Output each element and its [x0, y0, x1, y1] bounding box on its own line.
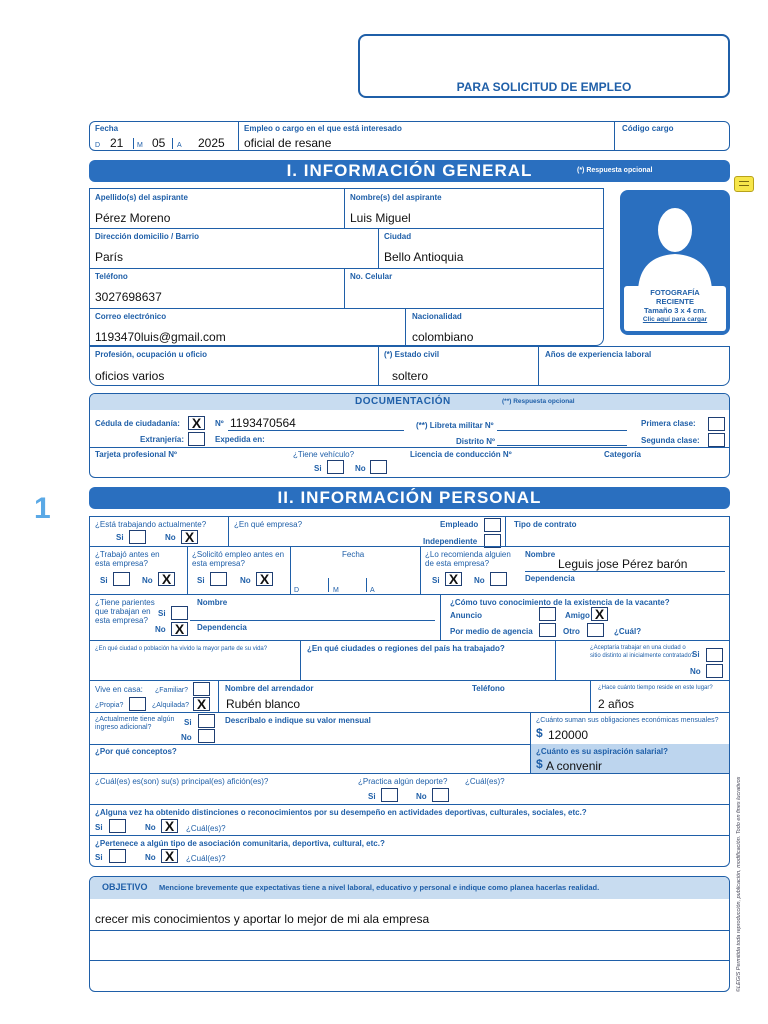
empleo-label: Empleo o cargo en el que está interesado [244, 124, 402, 133]
describalo-label: Descríbalo e indique su valor mensual [225, 716, 371, 725]
telefono-field[interactable]: 3027698637 [95, 290, 162, 304]
trabajo-antes-si-checkbox[interactable] [113, 572, 130, 586]
vehiculo-si-checkbox[interactable] [327, 460, 344, 474]
nacionalidad-label: Nacionalidad [412, 312, 462, 321]
photo-label-3: Tamaño 3 x 4 cm. [644, 306, 706, 315]
aceptaria-label-1: ¿Aceptaría trabajar en una ciudad o [590, 645, 686, 651]
ciudades-trabajado-label: ¿En qué ciudades o regiones del país ha trabajado? [307, 644, 505, 653]
extranjeria-checkbox[interactable] [188, 432, 205, 446]
solicito-m-label: M [333, 587, 339, 594]
parientes-no-label: No [155, 625, 166, 634]
estado-civil-field[interactable]: soltero [392, 369, 429, 383]
cedula-field[interactable]: 1193470564 [230, 416, 296, 430]
recomienda-nombre-field[interactable]: Leguis jose Pérez barón [558, 557, 688, 571]
nombres-field[interactable]: Luis Miguel [350, 211, 411, 225]
photo-upload[interactable] [620, 190, 730, 335]
asociacion-si-checkbox[interactable] [109, 849, 126, 863]
photo-label-2: RECIENTE [656, 297, 694, 306]
arrendador-telefono-label: Teléfono [472, 684, 505, 693]
primera-clase-label: Primera clase: [641, 419, 696, 428]
empresa-label: ¿En qué empresa? [234, 520, 303, 529]
profesion-field[interactable]: oficios varios [95, 369, 165, 383]
propia-checkbox[interactable] [129, 697, 146, 711]
distrito-label: Distrito Nº [456, 437, 495, 446]
anuncio-label: Anuncio [450, 611, 482, 620]
page-number: 1 [34, 492, 51, 525]
solicito-a-label: A [370, 587, 375, 594]
vehiculo-no-label: No [355, 464, 366, 473]
agencia-checkbox[interactable] [539, 623, 556, 637]
recomienda-nombre-label: Nombre [525, 550, 556, 559]
parientes-label-1: ¿Tiene parientes [95, 598, 155, 607]
familiar-label: ¿Familiar? [155, 687, 189, 694]
trabajando-no-label: No [165, 533, 176, 542]
obligaciones-field[interactable]: 120000 [548, 728, 589, 742]
trabajo-antes-no-label: No [142, 576, 153, 585]
propia-label: ¿Propia? [95, 702, 124, 709]
solicito-d-label: D [294, 587, 300, 594]
correo-label: Correo electrónico [95, 312, 167, 321]
ingreso-si-checkbox[interactable] [198, 714, 215, 728]
tarjeta-label: Tarjeta profesional Nº [95, 450, 177, 459]
experiencia-label: Años de experiencia laboral [545, 350, 652, 359]
asociacion-label: ¿Pertenece a algún tipo de asociación comunitaria, deportiva, cultural, etc.? [95, 839, 385, 848]
direccion-label: Dirección domicilio / Barrio [95, 232, 200, 241]
empleado-label: Empleado [440, 520, 479, 529]
expedida-label: Expedida en: [215, 435, 265, 444]
contrato-label: Tipo de contrato [514, 520, 577, 529]
photo-label-1: FOTOGRAFÍA [650, 288, 700, 297]
empleado-checkbox[interactable] [484, 518, 501, 532]
fecha-label: Fecha [95, 124, 119, 133]
aspiracion-field[interactable]: A convenir [546, 759, 603, 773]
nacionalidad-field[interactable]: colombiano [412, 330, 474, 344]
aceptaria-si-checkbox[interactable] [706, 648, 723, 662]
documentacion-title: DOCUMENTACIÓN [355, 396, 451, 407]
month-field[interactable]: 05 [152, 136, 166, 150]
distinciones-no-checkbox[interactable]: X [161, 819, 178, 833]
vehiculo-label: ¿Tiene vehículo? [293, 450, 355, 459]
solicito-no-checkbox[interactable]: X [256, 572, 273, 586]
telefono-label: Teléfono [95, 272, 128, 281]
deporte-no-label: No [416, 792, 427, 801]
tiempo-field[interactable]: 2 años [598, 697, 635, 711]
photo-upload-link[interactable]: Clic aquí para cargar [642, 316, 708, 323]
solicito-fecha-label: Fecha [342, 550, 365, 559]
month-label: M [137, 142, 143, 149]
ingreso-no-checkbox[interactable] [198, 729, 215, 743]
parientes-no-checkbox[interactable]: X [171, 622, 188, 636]
conocimiento-label: ¿Cómo tuvo conocimiento de la existencia de la vacante? [450, 598, 670, 607]
solicito-si-label: Si [197, 576, 205, 585]
recomienda-label-1: ¿Lo recomienda alguien [425, 550, 511, 559]
parientes-si-label: Si [158, 609, 166, 618]
extranjeria-label: Extranjería: [140, 435, 185, 444]
deporte-si-label: Si [368, 792, 376, 801]
deporte-cuales-label: ¿Cuál(es)? [465, 777, 505, 786]
recomienda-label-2: de esta empresa? [425, 559, 490, 568]
ciudad-vivido-label: ¿En qué ciudad o población ha vivido la mayor parte de su vida? [95, 646, 268, 652]
copyright-note: ©LEGIS Permitida toda reproducción, publicación, modificación. Todo en fines lucrativos [736, 776, 742, 992]
libreta-label: (**) Libreta militar Nº [416, 421, 494, 430]
empleo-field[interactable]: oficial de resane [244, 136, 332, 150]
ciudad-field[interactable]: Bello Antioquia [384, 250, 464, 264]
arrendador-label: Nombre del arrendador [225, 684, 314, 693]
codigo-label: Código cargo [622, 124, 674, 133]
vehiculo-no-checkbox[interactable] [370, 460, 387, 474]
documentacion-note: (**) Respuesta opcional [502, 398, 575, 405]
arrendador-field[interactable]: Rubén blanco [226, 697, 301, 711]
celular-label: No. Celular [350, 272, 393, 281]
obligaciones-label: ¿Cuánto suman sus obligaciones económicas mensuales? [536, 717, 719, 724]
ingreso-no-label: No [181, 733, 192, 742]
aficion-label: ¿Cuál(es) es(son) su(s) principal(es) afición(es)? [95, 777, 269, 786]
segunda-clase-label: Segunda clase: [641, 436, 700, 445]
parientes-label-2: que trabajan en [95, 607, 151, 616]
asociacion-si-label: Si [95, 853, 103, 862]
optional-note: (*) Respuesta opcional [577, 167, 653, 174]
otro-cual-label: ¿Cuál? [614, 627, 642, 636]
section1-title: I. INFORMACIÓN GENERAL [286, 161, 533, 180]
comment-icon[interactable] [734, 176, 754, 192]
direccion-field[interactable]: París [95, 250, 124, 264]
conceptos-label: ¿Por qué conceptos? [95, 747, 177, 756]
solicito-label-2: esta empresa? [192, 559, 245, 568]
section2-title: II. INFORMACIÓN PERSONAL [277, 488, 542, 507]
recomienda-no-label: No [474, 576, 485, 585]
recomienda-si-checkbox[interactable]: X [445, 572, 462, 586]
deporte-no-checkbox[interactable] [432, 788, 449, 802]
segunda-clase-checkbox[interactable] [708, 433, 725, 447]
trabajo-antes-si-label: Si [100, 576, 108, 585]
nombres-label: Nombre(s) del aspirante [350, 193, 442, 202]
section1-banner [89, 160, 730, 182]
correo-field[interactable]: 1193470luis@gmail.com [95, 330, 226, 344]
person-silhouette-icon [620, 190, 730, 290]
distinciones-si-label: Si [95, 823, 103, 832]
licencia-label: Licencia de conducción Nº [410, 450, 512, 459]
objetivo-desc: Mencione brevemente que expectativas tiene a nivel laboral, educativo y personal e indique como planea hacerlas realidad. [159, 883, 600, 892]
trabajando-label: ¿Está trabajando actualmente? [95, 520, 207, 529]
parientes-label-3: esta empresa? [95, 616, 148, 625]
objetivo-field[interactable]: crecer mis conocimientos y aportar lo mejor de mi ala empresa [95, 912, 430, 926]
aspiracion-currency: $ [536, 757, 543, 771]
aspiracion-label: ¿Cuánto es su aspiración salarial? [536, 747, 669, 756]
day-label: D [95, 142, 101, 149]
familiar-checkbox[interactable] [193, 682, 210, 696]
obligaciones-currency: $ [536, 726, 543, 740]
form-title: PARA SOLICITUD DE EMPLEO [456, 80, 632, 94]
trabajando-no-checkbox[interactable]: X [181, 530, 198, 544]
otro-checkbox[interactable] [587, 623, 604, 637]
distinciones-cuales-label: ¿Cuál(es)? [186, 824, 226, 833]
deporte-si-checkbox[interactable] [381, 788, 398, 802]
day-field[interactable]: 21 [110, 136, 124, 150]
alquilada-label: ¿Alquilada? [152, 702, 189, 709]
objetivo-title: OBJETIVO [102, 882, 148, 892]
year-field[interactable]: 2025 [198, 136, 225, 150]
apellidos-label: Apellido(s) del aspirante [95, 193, 188, 202]
parientes-nombre-label: Nombre [197, 598, 228, 607]
categoria-label: Categoría [604, 450, 641, 459]
trabajando-si-checkbox[interactable] [129, 530, 146, 544]
ingreso-label-1: ¿Actualmente tiene algún [95, 716, 175, 723]
trabajo-antes-label-2: esta empresa? [95, 559, 148, 568]
primera-clase-checkbox[interactable] [708, 417, 725, 431]
tiempo-label: ¿Hace cuánto tiempo reside en este lugar? [598, 685, 713, 691]
alquilada-checkbox[interactable]: X [193, 697, 210, 711]
asociacion-no-label: No [145, 853, 156, 862]
parientes-dependencia-label: Dependencia [197, 623, 247, 632]
ingreso-label-2: ingreso adicional? [95, 724, 152, 731]
ingreso-si-label: Si [184, 718, 192, 727]
apellidos-field[interactable]: Pérez Moreno [95, 211, 171, 225]
trabajo-antes-label-1: ¿Trabajó antes en [95, 550, 160, 559]
distinciones-si-checkbox[interactable] [109, 819, 126, 833]
distinciones-label: ¿Alguna vez ha obtenido distinciones o reconocimientos por su desempeño en actividades deportivas, culturales, sociales, etc.? [95, 808, 587, 817]
asociacion-cuales-label: ¿Cuál(es)? [186, 854, 226, 863]
section2-banner [89, 487, 730, 509]
anuncio-checkbox[interactable] [539, 607, 556, 621]
year-label: A [177, 142, 182, 149]
parientes-si-checkbox[interactable] [171, 606, 188, 620]
independiente-label: Independiente [423, 537, 478, 546]
deporte-label: ¿Practica algún deporte? [358, 777, 448, 786]
trabajando-si-label: Si [116, 533, 124, 542]
solicito-si-checkbox[interactable] [210, 572, 227, 586]
amigo-label: Amigo [565, 611, 590, 620]
agencia-label: Por medio de agencia [450, 627, 533, 636]
aceptaria-si-label: Si [692, 650, 700, 659]
recomienda-no-checkbox[interactable] [490, 572, 507, 586]
aceptaria-label-2: sitio distinto al inicialmente contratado? [590, 653, 695, 659]
cedula-label: Cédula de ciudadanía: [95, 419, 180, 428]
aceptaria-no-label: No [690, 667, 701, 676]
solicito-no-label: No [240, 576, 251, 585]
vehiculo-si-label: Si [314, 464, 322, 473]
trabajo-antes-no-checkbox[interactable]: X [158, 572, 175, 586]
distinciones-no-label: No [145, 823, 156, 832]
vive-label: Vive en casa: [95, 685, 143, 694]
estado-civil-label: (*) Estado civil [384, 350, 440, 359]
asociacion-no-checkbox[interactable]: X [161, 849, 178, 863]
recomienda-si-label: Si [432, 576, 440, 585]
profesion-label: Profesión, ocupación u oficio [95, 350, 208, 359]
solicito-label-1: ¿Solicitó empleo antes en [192, 550, 285, 559]
amigo-checkbox[interactable]: X [591, 607, 608, 621]
otro-label: Otro [563, 627, 580, 636]
aceptaria-no-checkbox[interactable] [706, 664, 723, 678]
cedula-checkbox[interactable]: X [188, 416, 205, 430]
cedula-no-label: Nº [215, 419, 224, 428]
ciudad-label: Ciudad [384, 232, 412, 241]
recomienda-dependencia-label: Dependencia [525, 574, 575, 583]
